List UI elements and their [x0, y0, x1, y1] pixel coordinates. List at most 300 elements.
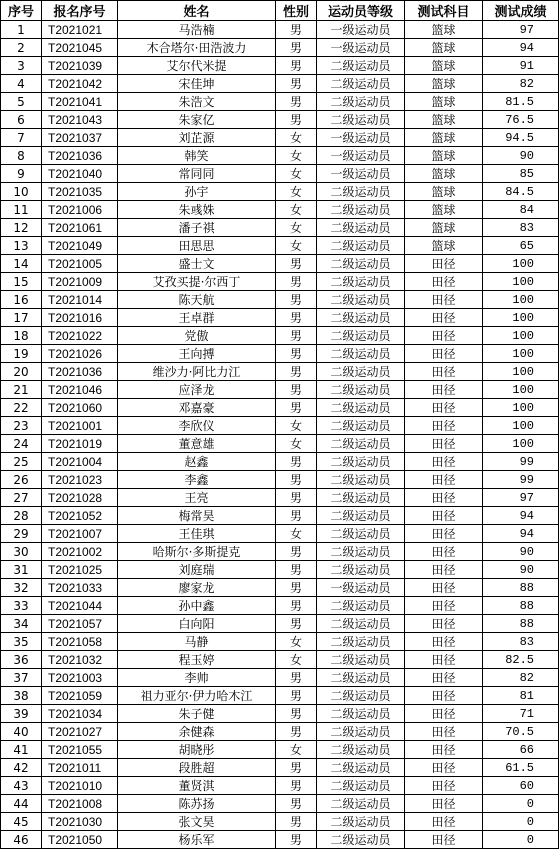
cell-athlete-level: 二级运动员: [317, 111, 405, 129]
table-row: [1, 345, 559, 363]
cell-test-score: 94: [483, 525, 559, 543]
cell-athlete-level: 二级运动员: [317, 615, 405, 633]
table-row: [1, 831, 559, 849]
cell-index: 37: [1, 669, 42, 687]
table-row: [1, 129, 559, 147]
cell-test-score: 100: [483, 399, 559, 417]
cell-index: 1: [1, 21, 42, 39]
cell-name: 王向搏: [118, 345, 276, 363]
cell-athlete-level: 一级运动员: [317, 147, 405, 165]
cell-test-score: 97: [483, 489, 559, 507]
cell-test-score: 100: [483, 435, 559, 453]
cell-test-score: 88: [483, 597, 559, 615]
cell-test-subject: 田径: [405, 633, 483, 651]
cell-athlete-level: 二级运动员: [317, 75, 405, 93]
cell-registration-id: T2021004: [42, 453, 118, 471]
cell-test-score: 85: [483, 165, 559, 183]
cell-gender: 男: [276, 363, 317, 381]
cell-test-subject: 田径: [405, 795, 483, 813]
cell-name: 韩笑: [118, 147, 276, 165]
cell-athlete-level: 二级运动员: [317, 705, 405, 723]
cell-athlete-level: 二级运动员: [317, 309, 405, 327]
table-row: [1, 165, 559, 183]
cell-registration-id: T2021021: [42, 21, 118, 39]
cell-registration-id: T2021042: [42, 75, 118, 93]
cell-athlete-level: 二级运动员: [317, 687, 405, 705]
cell-test-score: 100: [483, 255, 559, 273]
table-row: [1, 219, 559, 237]
cell-index: 9: [1, 165, 42, 183]
table-row: [1, 543, 559, 561]
cell-registration-id: T2021022: [42, 327, 118, 345]
cell-name: 应泽龙: [118, 381, 276, 399]
cell-index: 41: [1, 741, 42, 759]
cell-athlete-level: 二级运动员: [317, 363, 405, 381]
cell-registration-id: T2021043: [42, 111, 118, 129]
cell-registration-id: T2021036: [42, 363, 118, 381]
cell-index: 11: [1, 201, 42, 219]
cell-test-subject: 田径: [405, 831, 483, 849]
cell-athlete-level: 二级运动员: [317, 759, 405, 777]
cell-registration-id: T2021026: [42, 345, 118, 363]
cell-gender: 男: [276, 471, 317, 489]
cell-name: 宋佳坤: [118, 75, 276, 93]
cell-name: 李欣仪: [118, 417, 276, 435]
cell-gender: 女: [276, 183, 317, 201]
cell-test-subject: 田径: [405, 741, 483, 759]
cell-test-subject: 田径: [405, 687, 483, 705]
cell-athlete-level: 一级运动员: [317, 165, 405, 183]
cell-test-score: 0: [483, 795, 559, 813]
cell-index: 14: [1, 255, 42, 273]
cell-index: 6: [1, 111, 42, 129]
cell-registration-id: T2021040: [42, 165, 118, 183]
cell-name: 陈天航: [118, 291, 276, 309]
cell-registration-id: T2021033: [42, 579, 118, 597]
cell-athlete-level: 二级运动员: [317, 489, 405, 507]
cell-name: 赵鑫: [118, 453, 276, 471]
cell-athlete-level: 二级运动员: [317, 507, 405, 525]
cell-test-subject: 田径: [405, 291, 483, 309]
cell-athlete-level: 二级运动员: [317, 399, 405, 417]
cell-gender: 男: [276, 93, 317, 111]
cell-registration-id: T2021035: [42, 183, 118, 201]
cell-index: 7: [1, 129, 42, 147]
cell-index: 33: [1, 597, 42, 615]
cell-name: 哈斯尔·多斯提克: [118, 543, 276, 561]
cell-test-subject: 田径: [405, 273, 483, 291]
cell-registration-id: T2021058: [42, 633, 118, 651]
cell-gender: 男: [276, 291, 317, 309]
cell-athlete-level: 二级运动员: [317, 219, 405, 237]
cell-athlete-level: 二级运动员: [317, 813, 405, 831]
cell-test-subject: 篮球: [405, 39, 483, 57]
cell-test-score: 81.5: [483, 93, 559, 111]
cell-index: 21: [1, 381, 42, 399]
cell-test-score: 61.5: [483, 759, 559, 777]
cell-athlete-level: 一级运动员: [317, 39, 405, 57]
cell-athlete-level: 二级运动员: [317, 525, 405, 543]
cell-registration-id: T2021032: [42, 651, 118, 669]
cell-index: 3: [1, 57, 42, 75]
cell-athlete-level: 二级运动员: [317, 831, 405, 849]
cell-gender: 女: [276, 417, 317, 435]
cell-index: 39: [1, 705, 42, 723]
table-row: [1, 813, 559, 831]
cell-index: 12: [1, 219, 42, 237]
cell-gender: 男: [276, 273, 317, 291]
cell-athlete-level: 二级运动员: [317, 237, 405, 255]
table-row: [1, 201, 559, 219]
cell-registration-id: T2021045: [42, 39, 118, 57]
cell-test-subject: 篮球: [405, 165, 483, 183]
cell-gender: 男: [276, 489, 317, 507]
cell-registration-id: T2021023: [42, 471, 118, 489]
cell-name: 张文昊: [118, 813, 276, 831]
cell-name: 白向阳: [118, 615, 276, 633]
header-row: [1, 1, 559, 21]
cell-test-subject: 田径: [405, 435, 483, 453]
cell-registration-id: T2021060: [42, 399, 118, 417]
cell-gender: 男: [276, 705, 317, 723]
cell-test-score: 94: [483, 507, 559, 525]
cell-athlete-level: 二级运动员: [317, 669, 405, 687]
cell-test-subject: 田径: [405, 363, 483, 381]
cell-test-score: 84: [483, 201, 559, 219]
cell-registration-id: T2021002: [42, 543, 118, 561]
cell-test-subject: 篮球: [405, 237, 483, 255]
cell-test-subject: 篮球: [405, 75, 483, 93]
cell-registration-id: T2021028: [42, 489, 118, 507]
cell-gender: 男: [276, 507, 317, 525]
cell-test-score: 90: [483, 147, 559, 165]
cell-athlete-level: 一级运动员: [317, 579, 405, 597]
cell-test-subject: 篮球: [405, 93, 483, 111]
table-row: [1, 327, 559, 345]
cell-registration-id: T2021039: [42, 57, 118, 75]
cell-name: 朱子健: [118, 705, 276, 723]
table-row: [1, 471, 559, 489]
cell-test-subject: 田径: [405, 759, 483, 777]
table-row: [1, 579, 559, 597]
cell-index: 10: [1, 183, 42, 201]
cell-test-score: 88: [483, 615, 559, 633]
cell-index: 18: [1, 327, 42, 345]
cell-gender: 男: [276, 345, 317, 363]
cell-index: 45: [1, 813, 42, 831]
cell-index: 5: [1, 93, 42, 111]
table-row: [1, 453, 559, 471]
cell-index: 23: [1, 417, 42, 435]
cell-gender: 女: [276, 237, 317, 255]
table-row: [1, 435, 559, 453]
cell-gender: 男: [276, 813, 317, 831]
cell-athlete-level: 二级运动员: [317, 561, 405, 579]
cell-test-subject: 篮球: [405, 57, 483, 75]
cell-index: 4: [1, 75, 42, 93]
cell-test-subject: 田径: [405, 813, 483, 831]
table-row: [1, 273, 559, 291]
cell-registration-id: T2021036: [42, 147, 118, 165]
cell-test-subject: 篮球: [405, 219, 483, 237]
cell-registration-id: T2021034: [42, 705, 118, 723]
cell-test-score: 100: [483, 417, 559, 435]
cell-name: 程玉婷: [118, 651, 276, 669]
cell-test-score: 97: [483, 21, 559, 39]
cell-test-subject: 田径: [405, 327, 483, 345]
table-row: [1, 489, 559, 507]
cell-gender: 男: [276, 21, 317, 39]
cell-test-subject: 田径: [405, 309, 483, 327]
cell-registration-id: T2021052: [42, 507, 118, 525]
cell-name: 朱浩文: [118, 93, 276, 111]
cell-athlete-level: 二级运动员: [317, 417, 405, 435]
cell-athlete-level: 二级运动员: [317, 93, 405, 111]
cell-test-subject: 田径: [405, 453, 483, 471]
cell-athlete-level: 二级运动员: [317, 345, 405, 363]
cell-registration-id: T2021041: [42, 93, 118, 111]
cell-registration-id: T2021030: [42, 813, 118, 831]
cell-test-score: 76.5: [483, 111, 559, 129]
cell-name: 潘子祺: [118, 219, 276, 237]
cell-registration-id: T2021006: [42, 201, 118, 219]
table-row: [1, 381, 559, 399]
cell-registration-id: T2021050: [42, 831, 118, 849]
cell-name: 廖家龙: [118, 579, 276, 597]
cell-name: 党傲: [118, 327, 276, 345]
cell-gender: 男: [276, 759, 317, 777]
cell-name: 艾孜买提·尔西丁: [118, 273, 276, 291]
cell-test-subject: 田径: [405, 507, 483, 525]
cell-athlete-level: 二级运动员: [317, 381, 405, 399]
cell-test-score: 94.5: [483, 129, 559, 147]
cell-name: 朱彧姝: [118, 201, 276, 219]
cell-athlete-level: 二级运动员: [317, 273, 405, 291]
cell-gender: 男: [276, 255, 317, 273]
header-test-subject: 测试科目: [405, 1, 483, 21]
cell-test-score: 91: [483, 57, 559, 75]
cell-registration-id: T2021057: [42, 615, 118, 633]
cell-name: 马浩楠: [118, 21, 276, 39]
cell-test-subject: 篮球: [405, 111, 483, 129]
cell-test-subject: 篮球: [405, 129, 483, 147]
cell-registration-id: T2021007: [42, 525, 118, 543]
cell-index: 46: [1, 831, 42, 849]
table-row: [1, 525, 559, 543]
cell-index: 19: [1, 345, 42, 363]
table-row: [1, 21, 559, 39]
cell-test-score: 83: [483, 633, 559, 651]
cell-registration-id: T2021059: [42, 687, 118, 705]
cell-name: 盛士文: [118, 255, 276, 273]
cell-registration-id: T2021009: [42, 273, 118, 291]
header-name: 姓名: [118, 1, 276, 21]
table-row: [1, 363, 559, 381]
table-row: [1, 615, 559, 633]
cell-registration-id: T2021008: [42, 795, 118, 813]
cell-gender: 女: [276, 741, 317, 759]
cell-test-score: 100: [483, 327, 559, 345]
header-registration-id: 报名序号: [42, 1, 118, 21]
cell-index: 38: [1, 687, 42, 705]
table-row: [1, 777, 559, 795]
cell-name: 刘庭瑞: [118, 561, 276, 579]
cell-gender: 男: [276, 399, 317, 417]
cell-test-subject: 田径: [405, 597, 483, 615]
cell-athlete-level: 二级运动员: [317, 471, 405, 489]
cell-athlete-level: 二级运动员: [317, 183, 405, 201]
table-row: [1, 111, 559, 129]
cell-name: 木合塔尔·田浩波力: [118, 39, 276, 57]
table-row: [1, 39, 559, 57]
table-row: [1, 75, 559, 93]
cell-test-score: 82: [483, 75, 559, 93]
cell-test-score: 81: [483, 687, 559, 705]
cell-test-subject: 篮球: [405, 183, 483, 201]
cell-name: 常同同: [118, 165, 276, 183]
cell-test-score: 99: [483, 453, 559, 471]
cell-athlete-level: 二级运动员: [317, 777, 405, 795]
cell-registration-id: T2021046: [42, 381, 118, 399]
table-row: [1, 597, 559, 615]
cell-name: 梅常昊: [118, 507, 276, 525]
table-row: [1, 507, 559, 525]
cell-registration-id: T2021027: [42, 723, 118, 741]
table-row: [1, 57, 559, 75]
cell-gender: 男: [276, 111, 317, 129]
table-row: [1, 147, 559, 165]
cell-gender: 女: [276, 147, 317, 165]
cell-gender: 女: [276, 435, 317, 453]
cell-registration-id: T2021037: [42, 129, 118, 147]
cell-test-score: 88: [483, 579, 559, 597]
cell-name: 王佳琪: [118, 525, 276, 543]
cell-athlete-level: 二级运动员: [317, 201, 405, 219]
cell-test-subject: 田径: [405, 777, 483, 795]
cell-test-subject: 田径: [405, 471, 483, 489]
cell-registration-id: T2021014: [42, 291, 118, 309]
cell-gender: 女: [276, 129, 317, 147]
cell-test-score: 0: [483, 831, 559, 849]
cell-gender: 男: [276, 579, 317, 597]
cell-name: 田思思: [118, 237, 276, 255]
cell-test-subject: 篮球: [405, 201, 483, 219]
cell-test-score: 84.5: [483, 183, 559, 201]
cell-gender: 男: [276, 543, 317, 561]
table-row: [1, 651, 559, 669]
table-row: [1, 561, 559, 579]
cell-test-score: 99: [483, 471, 559, 489]
cell-test-subject: 田径: [405, 579, 483, 597]
cell-test-subject: 田径: [405, 381, 483, 399]
cell-name: 刘芷源: [118, 129, 276, 147]
cell-test-subject: 田径: [405, 705, 483, 723]
cell-gender: 女: [276, 165, 317, 183]
cell-index: 43: [1, 777, 42, 795]
cell-registration-id: T2021019: [42, 435, 118, 453]
cell-registration-id: T2021003: [42, 669, 118, 687]
cell-index: 32: [1, 579, 42, 597]
cell-index: 20: [1, 363, 42, 381]
cell-gender: 男: [276, 597, 317, 615]
cell-test-score: 100: [483, 273, 559, 291]
cell-name: 董意雄: [118, 435, 276, 453]
cell-test-score: 70.5: [483, 723, 559, 741]
cell-registration-id: T2021044: [42, 597, 118, 615]
cell-gender: 男: [276, 57, 317, 75]
table-row: [1, 237, 559, 255]
cell-registration-id: T2021061: [42, 219, 118, 237]
cell-index: 35: [1, 633, 42, 651]
cell-athlete-level: 二级运动员: [317, 741, 405, 759]
cell-index: 8: [1, 147, 42, 165]
cell-test-score: 71: [483, 705, 559, 723]
cell-test-score: 83: [483, 219, 559, 237]
cell-index: 34: [1, 615, 42, 633]
cell-test-subject: 田径: [405, 543, 483, 561]
cell-test-subject: 篮球: [405, 21, 483, 39]
cell-test-score: 82.5: [483, 651, 559, 669]
cell-gender: 男: [276, 723, 317, 741]
cell-name: 陈苏扬: [118, 795, 276, 813]
table-row: [1, 309, 559, 327]
cell-gender: 男: [276, 669, 317, 687]
cell-index: 31: [1, 561, 42, 579]
cell-athlete-level: 二级运动员: [317, 723, 405, 741]
cell-name: 李帅: [118, 669, 276, 687]
cell-athlete-level: 二级运动员: [317, 327, 405, 345]
table-row: [1, 741, 559, 759]
cell-athlete-level: 一级运动员: [317, 21, 405, 39]
cell-gender: 男: [276, 381, 317, 399]
cell-test-score: 94: [483, 39, 559, 57]
cell-test-score: 66: [483, 741, 559, 759]
cell-test-score: 82: [483, 669, 559, 687]
cell-gender: 男: [276, 615, 317, 633]
cell-athlete-level: 二级运动员: [317, 291, 405, 309]
cell-test-subject: 田径: [405, 651, 483, 669]
cell-gender: 男: [276, 831, 317, 849]
cell-index: 13: [1, 237, 42, 255]
cell-registration-id: T2021025: [42, 561, 118, 579]
cell-index: 27: [1, 489, 42, 507]
cell-registration-id: T2021011: [42, 759, 118, 777]
cell-athlete-level: 一级运动员: [317, 129, 405, 147]
cell-athlete-level: 二级运动员: [317, 543, 405, 561]
cell-name: 祖力亚尔·伊力哈木江: [118, 687, 276, 705]
cell-index: 42: [1, 759, 42, 777]
cell-name: 王亮: [118, 489, 276, 507]
cell-test-score: 100: [483, 381, 559, 399]
cell-index: 26: [1, 471, 42, 489]
table-row: [1, 399, 559, 417]
cell-name: 董贤淇: [118, 777, 276, 795]
cell-gender: 男: [276, 795, 317, 813]
cell-name: 李鑫: [118, 471, 276, 489]
cell-index: 17: [1, 309, 42, 327]
cell-test-subject: 田径: [405, 525, 483, 543]
cell-registration-id: T2021010: [42, 777, 118, 795]
cell-registration-id: T2021016: [42, 309, 118, 327]
table-row: [1, 687, 559, 705]
header-index: 序号: [1, 1, 42, 21]
header-test-score: 测试成绩: [483, 1, 559, 21]
cell-index: 24: [1, 435, 42, 453]
cell-test-subject: 田径: [405, 399, 483, 417]
table-body: [1, 21, 559, 849]
cell-test-score: 100: [483, 363, 559, 381]
cell-test-subject: 田径: [405, 417, 483, 435]
